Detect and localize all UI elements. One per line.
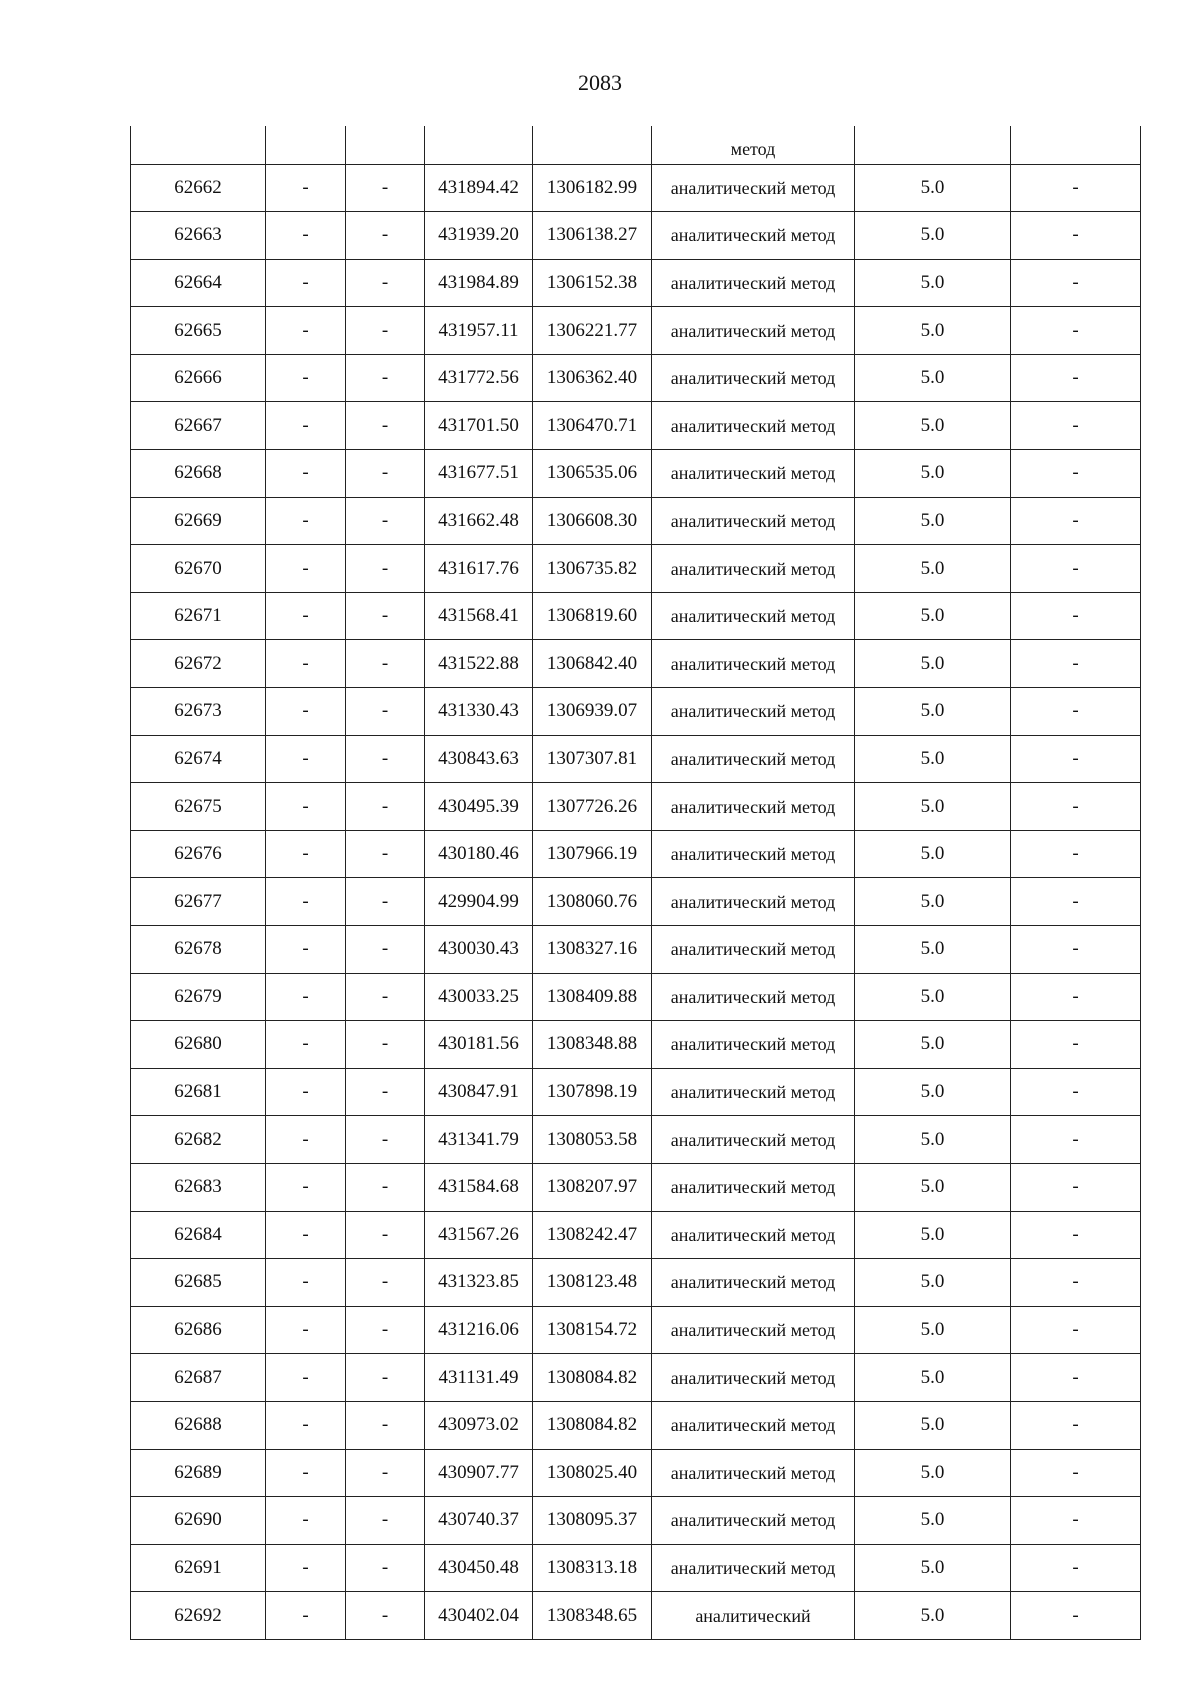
table-row [131, 1068, 1141, 1116]
cell-method: аналитический метод [652, 640, 855, 688]
cell-x: 431939.20 [425, 212, 533, 260]
cell-id: 62667 [131, 402, 266, 450]
cell-method: аналитический метод [652, 1211, 855, 1259]
table-row [131, 259, 1141, 307]
cell-accuracy: 5.0 [855, 1497, 1011, 1545]
cell-c3: - [346, 878, 425, 926]
cell-c3: - [346, 1497, 425, 1545]
cell-method: аналитический метод [652, 307, 855, 355]
cell-id: 62676 [131, 830, 266, 878]
cell-id: 62688 [131, 1401, 266, 1449]
cell-accuracy: 5.0 [855, 973, 1011, 1021]
cell-c3: - [346, 212, 425, 260]
cell-y: 1308084.82 [533, 1401, 652, 1449]
cell-method: аналитический метод [652, 592, 855, 640]
table-row [131, 830, 1141, 878]
cell-x: 431701.50 [425, 402, 533, 450]
cell-method: аналитический метод [652, 1163, 855, 1211]
cell-y [533, 126, 652, 164]
cell-c8: - [1011, 1592, 1141, 1640]
cell-c8: - [1011, 1306, 1141, 1354]
cell-y: 1306735.82 [533, 545, 652, 593]
cell-method: аналитический метод [652, 1497, 855, 1545]
cell-y: 1306138.27 [533, 212, 652, 260]
cell-c3: - [346, 354, 425, 402]
cell-accuracy: 5.0 [855, 640, 1011, 688]
cell-x: 430450.48 [425, 1544, 533, 1592]
cell-method: аналитический метод [652, 354, 855, 402]
cell-x: 430495.39 [425, 783, 533, 831]
cell-id: 62678 [131, 926, 266, 974]
cell-x: 431584.68 [425, 1163, 533, 1211]
cell-c2: - [266, 450, 346, 498]
cell-y: 1308060.76 [533, 878, 652, 926]
cell-accuracy: 5.0 [855, 783, 1011, 831]
cell-accuracy: 5.0 [855, 1306, 1011, 1354]
cell-c2: - [266, 1259, 346, 1307]
cell-id: 62681 [131, 1068, 266, 1116]
cell-c2: - [266, 1116, 346, 1164]
cell-c2: - [266, 640, 346, 688]
cell-c3: - [346, 783, 425, 831]
table-row [131, 1211, 1141, 1259]
cell-c3: - [346, 1306, 425, 1354]
cell-accuracy: 5.0 [855, 1116, 1011, 1164]
cell-c2: - [266, 212, 346, 260]
cell-y: 1308084.82 [533, 1354, 652, 1402]
cell-c3: - [346, 307, 425, 355]
cell-c3: - [346, 1449, 425, 1497]
cell-accuracy: 5.0 [855, 1354, 1011, 1402]
cell-method: аналитический метод [652, 1021, 855, 1069]
table-row [131, 973, 1141, 1021]
table-row [131, 640, 1141, 688]
cell-y: 1306362.40 [533, 354, 652, 402]
cell-id: 62680 [131, 1021, 266, 1069]
cell-accuracy: 5.0 [855, 1163, 1011, 1211]
cell-c3: - [346, 402, 425, 450]
cell-id: 62664 [131, 259, 266, 307]
cell-accuracy: 5.0 [855, 1449, 1011, 1497]
cell-c8: - [1011, 545, 1141, 593]
cell-y: 1308053.58 [533, 1116, 652, 1164]
cell-id: 62691 [131, 1544, 266, 1592]
cell-id [131, 126, 266, 164]
cell-c3: - [346, 259, 425, 307]
cell-c3: - [346, 1211, 425, 1259]
cell-accuracy: 5.0 [855, 878, 1011, 926]
table-row [131, 164, 1141, 212]
coordinates-table [130, 126, 1141, 1640]
cell-x: 430847.91 [425, 1068, 533, 1116]
cell-c2: - [266, 735, 346, 783]
cell-c8: - [1011, 259, 1141, 307]
cell-accuracy: 5.0 [855, 1068, 1011, 1116]
cell-c3: - [346, 688, 425, 736]
cell-c8: - [1011, 1401, 1141, 1449]
table-row [131, 878, 1141, 926]
cell-x: 430402.04 [425, 1592, 533, 1640]
cell-x: 431984.89 [425, 259, 533, 307]
cell-c2: - [266, 1544, 346, 1592]
cell-accuracy: 5.0 [855, 1259, 1011, 1307]
cell-id: 62686 [131, 1306, 266, 1354]
cell-id: 62679 [131, 973, 266, 1021]
cell-x: 431341.79 [425, 1116, 533, 1164]
cell-method: аналитический метод [652, 497, 855, 545]
cell-id: 62665 [131, 307, 266, 355]
table-row [131, 1449, 1141, 1497]
cell-method: аналитический метод [652, 545, 855, 593]
cell-c8: - [1011, 640, 1141, 688]
cell-c3: - [346, 1116, 425, 1164]
cell-x: 431568.41 [425, 592, 533, 640]
cell-c2: - [266, 973, 346, 1021]
cell-id: 62671 [131, 592, 266, 640]
cell-method: аналитический метод [652, 1116, 855, 1164]
cell-method: метод [652, 126, 855, 164]
cell-x: 431131.49 [425, 1354, 533, 1402]
cell-c3: - [346, 1068, 425, 1116]
cell-y: 1308348.65 [533, 1592, 652, 1640]
cell-y: 1308313.18 [533, 1544, 652, 1592]
table-row [131, 1021, 1141, 1069]
cell-c8: - [1011, 688, 1141, 736]
cell-id: 62674 [131, 735, 266, 783]
cell-method: аналитический метод [652, 783, 855, 831]
cell-id: 62670 [131, 545, 266, 593]
cell-accuracy: 5.0 [855, 497, 1011, 545]
cell-c8: - [1011, 1211, 1141, 1259]
cell-c8: - [1011, 212, 1141, 260]
cell-method: аналитический метод [652, 402, 855, 450]
cell-c8: - [1011, 1354, 1141, 1402]
cell-c3: - [346, 1259, 425, 1307]
cell-c2: - [266, 783, 346, 831]
cell-id: 62677 [131, 878, 266, 926]
cell-method: аналитический метод [652, 1259, 855, 1307]
cell-y: 1306939.07 [533, 688, 652, 736]
cell-id: 62669 [131, 497, 266, 545]
cell-y: 1307726.26 [533, 783, 652, 831]
cell-y: 1308207.97 [533, 1163, 652, 1211]
cell-c3: - [346, 1021, 425, 1069]
cell-c2: - [266, 830, 346, 878]
cell-x: 431567.26 [425, 1211, 533, 1259]
cell-c8: - [1011, 926, 1141, 974]
cell-c8: - [1011, 497, 1141, 545]
page-number: 2083 [578, 70, 622, 95]
cell-y: 1308123.48 [533, 1259, 652, 1307]
cell-c2: - [266, 402, 346, 450]
cell-c8: - [1011, 1497, 1141, 1545]
cell-y: 1306842.40 [533, 640, 652, 688]
cell-c8: - [1011, 354, 1141, 402]
cell-method: аналитический метод [652, 973, 855, 1021]
cell-method: аналитический метод [652, 926, 855, 974]
cell-c2: - [266, 1163, 346, 1211]
table-row [131, 497, 1141, 545]
cell-c8: - [1011, 1449, 1141, 1497]
table-row [131, 354, 1141, 402]
table-row [131, 307, 1141, 355]
cell-x: 431957.11 [425, 307, 533, 355]
cell-c2: - [266, 1306, 346, 1354]
cell-c2: - [266, 1354, 346, 1402]
table-row [131, 1259, 1141, 1307]
cell-method: аналитический метод [652, 259, 855, 307]
cell-accuracy: 5.0 [855, 1544, 1011, 1592]
cell-c8: - [1011, 830, 1141, 878]
cell-c3: - [346, 1592, 425, 1640]
cell-accuracy: 5.0 [855, 1021, 1011, 1069]
cell-x: 431772.56 [425, 354, 533, 402]
cell-c3 [346, 126, 425, 164]
cell-accuracy: 5.0 [855, 307, 1011, 355]
cell-method: аналитический метод [652, 1306, 855, 1354]
cell-c3: - [346, 1163, 425, 1211]
cell-id: 62689 [131, 1449, 266, 1497]
cell-c8: - [1011, 1163, 1141, 1211]
table-row [131, 1354, 1141, 1402]
cell-c8: - [1011, 783, 1141, 831]
cell-id: 62672 [131, 640, 266, 688]
table-row [131, 1163, 1141, 1211]
cell-x: 430973.02 [425, 1401, 533, 1449]
cell-c3: - [346, 1354, 425, 1402]
cell-accuracy: 5.0 [855, 926, 1011, 974]
cell-y: 1307966.19 [533, 830, 652, 878]
cell-y: 1306182.99 [533, 164, 652, 212]
cell-x: 431216.06 [425, 1306, 533, 1354]
cell-x: 431522.88 [425, 640, 533, 688]
cell-id: 62662 [131, 164, 266, 212]
cell-c2 [266, 126, 346, 164]
cell-c8: - [1011, 450, 1141, 498]
cell-accuracy: 5.0 [855, 545, 1011, 593]
cell-c3: - [346, 640, 425, 688]
cell-c2: - [266, 545, 346, 593]
table-row [131, 735, 1141, 783]
cell-c2: - [266, 1068, 346, 1116]
cell-c3: - [346, 830, 425, 878]
table-row [131, 1544, 1141, 1592]
cell-c2: - [266, 878, 346, 926]
cell-accuracy [855, 126, 1011, 164]
table-row [131, 450, 1141, 498]
cell-c8: - [1011, 878, 1141, 926]
cell-c8: - [1011, 1068, 1141, 1116]
cell-c3: - [346, 497, 425, 545]
cell-id: 62663 [131, 212, 266, 260]
cell-y: 1306221.77 [533, 307, 652, 355]
cell-id: 62682 [131, 1116, 266, 1164]
cell-accuracy: 5.0 [855, 592, 1011, 640]
cell-c2: - [266, 1449, 346, 1497]
cell-y: 1308242.47 [533, 1211, 652, 1259]
cell-method: аналитический метод [652, 1544, 855, 1592]
cell-accuracy: 5.0 [855, 830, 1011, 878]
cell-id: 62684 [131, 1211, 266, 1259]
cell-c8: - [1011, 402, 1141, 450]
cell-c3: - [346, 545, 425, 593]
cell-c2: - [266, 1497, 346, 1545]
cell-c3: - [346, 164, 425, 212]
cell-x: 430740.37 [425, 1497, 533, 1545]
cell-accuracy: 5.0 [855, 259, 1011, 307]
table-row [131, 402, 1141, 450]
cell-x: 430180.46 [425, 830, 533, 878]
cell-c2: - [266, 1592, 346, 1640]
cell-c2: - [266, 1211, 346, 1259]
cell-method: аналитический метод [652, 164, 855, 212]
cell-x: 431617.76 [425, 545, 533, 593]
cell-c8: - [1011, 1259, 1141, 1307]
cell-x: 429904.99 [425, 878, 533, 926]
table-row [131, 545, 1141, 593]
cell-c2: - [266, 1021, 346, 1069]
cell-method: аналитический метод [652, 688, 855, 736]
cell-c8: - [1011, 592, 1141, 640]
cell-y: 1308095.37 [533, 1497, 652, 1545]
continuation-row [131, 126, 1141, 164]
cell-c2: - [266, 354, 346, 402]
cell-id: 62690 [131, 1497, 266, 1545]
cell-method: аналитический [652, 1592, 855, 1640]
cell-id: 62673 [131, 688, 266, 736]
cell-y: 1308154.72 [533, 1306, 652, 1354]
cell-y: 1306819.60 [533, 592, 652, 640]
table-row [131, 1497, 1141, 1545]
cell-x: 430181.56 [425, 1021, 533, 1069]
table-row [131, 1592, 1141, 1640]
cell-c8 [1011, 126, 1141, 164]
cell-id: 62668 [131, 450, 266, 498]
cell-accuracy: 5.0 [855, 1401, 1011, 1449]
cell-method: аналитический метод [652, 830, 855, 878]
cell-c8: - [1011, 735, 1141, 783]
cell-y: 1308327.16 [533, 926, 652, 974]
cell-x: 431662.48 [425, 497, 533, 545]
cell-method: аналитический метод [652, 1068, 855, 1116]
cell-method: аналитический метод [652, 450, 855, 498]
table-row [131, 212, 1141, 260]
cell-y: 1308348.88 [533, 1021, 652, 1069]
cell-y: 1306535.06 [533, 450, 652, 498]
cell-c3: - [346, 592, 425, 640]
cell-c8: - [1011, 1544, 1141, 1592]
cell-y: 1308409.88 [533, 973, 652, 1021]
cell-id: 62666 [131, 354, 266, 402]
cell-id: 62685 [131, 1259, 266, 1307]
cell-c2: - [266, 1401, 346, 1449]
table-row [131, 926, 1141, 974]
table-row [131, 1116, 1141, 1164]
cell-c8: - [1011, 164, 1141, 212]
cell-c2: - [266, 259, 346, 307]
cell-accuracy: 5.0 [855, 354, 1011, 402]
cell-x: 431677.51 [425, 450, 533, 498]
cell-c8: - [1011, 1116, 1141, 1164]
cell-method: аналитический метод [652, 878, 855, 926]
cell-method: аналитический метод [652, 735, 855, 783]
cell-c8: - [1011, 973, 1141, 1021]
cell-c3: - [346, 1401, 425, 1449]
cell-accuracy: 5.0 [855, 450, 1011, 498]
cell-c2: - [266, 307, 346, 355]
cell-accuracy: 5.0 [855, 1592, 1011, 1640]
cell-method: аналитический метод [652, 1401, 855, 1449]
table-row [131, 592, 1141, 640]
cell-accuracy: 5.0 [855, 1211, 1011, 1259]
cell-accuracy: 5.0 [855, 164, 1011, 212]
cell-method: аналитический метод [652, 1449, 855, 1497]
cell-accuracy: 5.0 [855, 688, 1011, 736]
cell-y: 1306608.30 [533, 497, 652, 545]
cell-c3: - [346, 1544, 425, 1592]
cell-x: 430907.77 [425, 1449, 533, 1497]
cell-c3: - [346, 973, 425, 1021]
cell-accuracy: 5.0 [855, 735, 1011, 783]
table-row [131, 1401, 1141, 1449]
cell-y: 1308025.40 [533, 1449, 652, 1497]
table-row [131, 688, 1141, 736]
table-row [131, 783, 1141, 831]
cell-id: 62692 [131, 1592, 266, 1640]
cell-x: 430030.43 [425, 926, 533, 974]
cell-x: 431330.43 [425, 688, 533, 736]
cell-x: 431323.85 [425, 1259, 533, 1307]
cell-method: аналитический метод [652, 1354, 855, 1402]
cell-x: 430033.25 [425, 973, 533, 1021]
cell-method: аналитический метод [652, 212, 855, 260]
cell-id: 62687 [131, 1354, 266, 1402]
cell-c2: - [266, 926, 346, 974]
cell-x [425, 126, 533, 164]
cell-id: 62683 [131, 1163, 266, 1211]
cell-c3: - [346, 926, 425, 974]
cell-y: 1307307.81 [533, 735, 652, 783]
cell-x: 430843.63 [425, 735, 533, 783]
cell-id: 62675 [131, 783, 266, 831]
cell-c3: - [346, 735, 425, 783]
cell-y: 1307898.19 [533, 1068, 652, 1116]
cell-c8: - [1011, 307, 1141, 355]
cell-c2: - [266, 164, 346, 212]
cell-y: 1306470.71 [533, 402, 652, 450]
cell-x: 431894.42 [425, 164, 533, 212]
cell-c8: - [1011, 1021, 1141, 1069]
cell-c2: - [266, 592, 346, 640]
table-body [131, 126, 1141, 1639]
cell-c3: - [346, 450, 425, 498]
cell-accuracy: 5.0 [855, 402, 1011, 450]
cell-c2: - [266, 497, 346, 545]
cell-y: 1306152.38 [533, 259, 652, 307]
table-row [131, 1306, 1141, 1354]
cell-accuracy: 5.0 [855, 212, 1011, 260]
cell-c2: - [266, 688, 346, 736]
